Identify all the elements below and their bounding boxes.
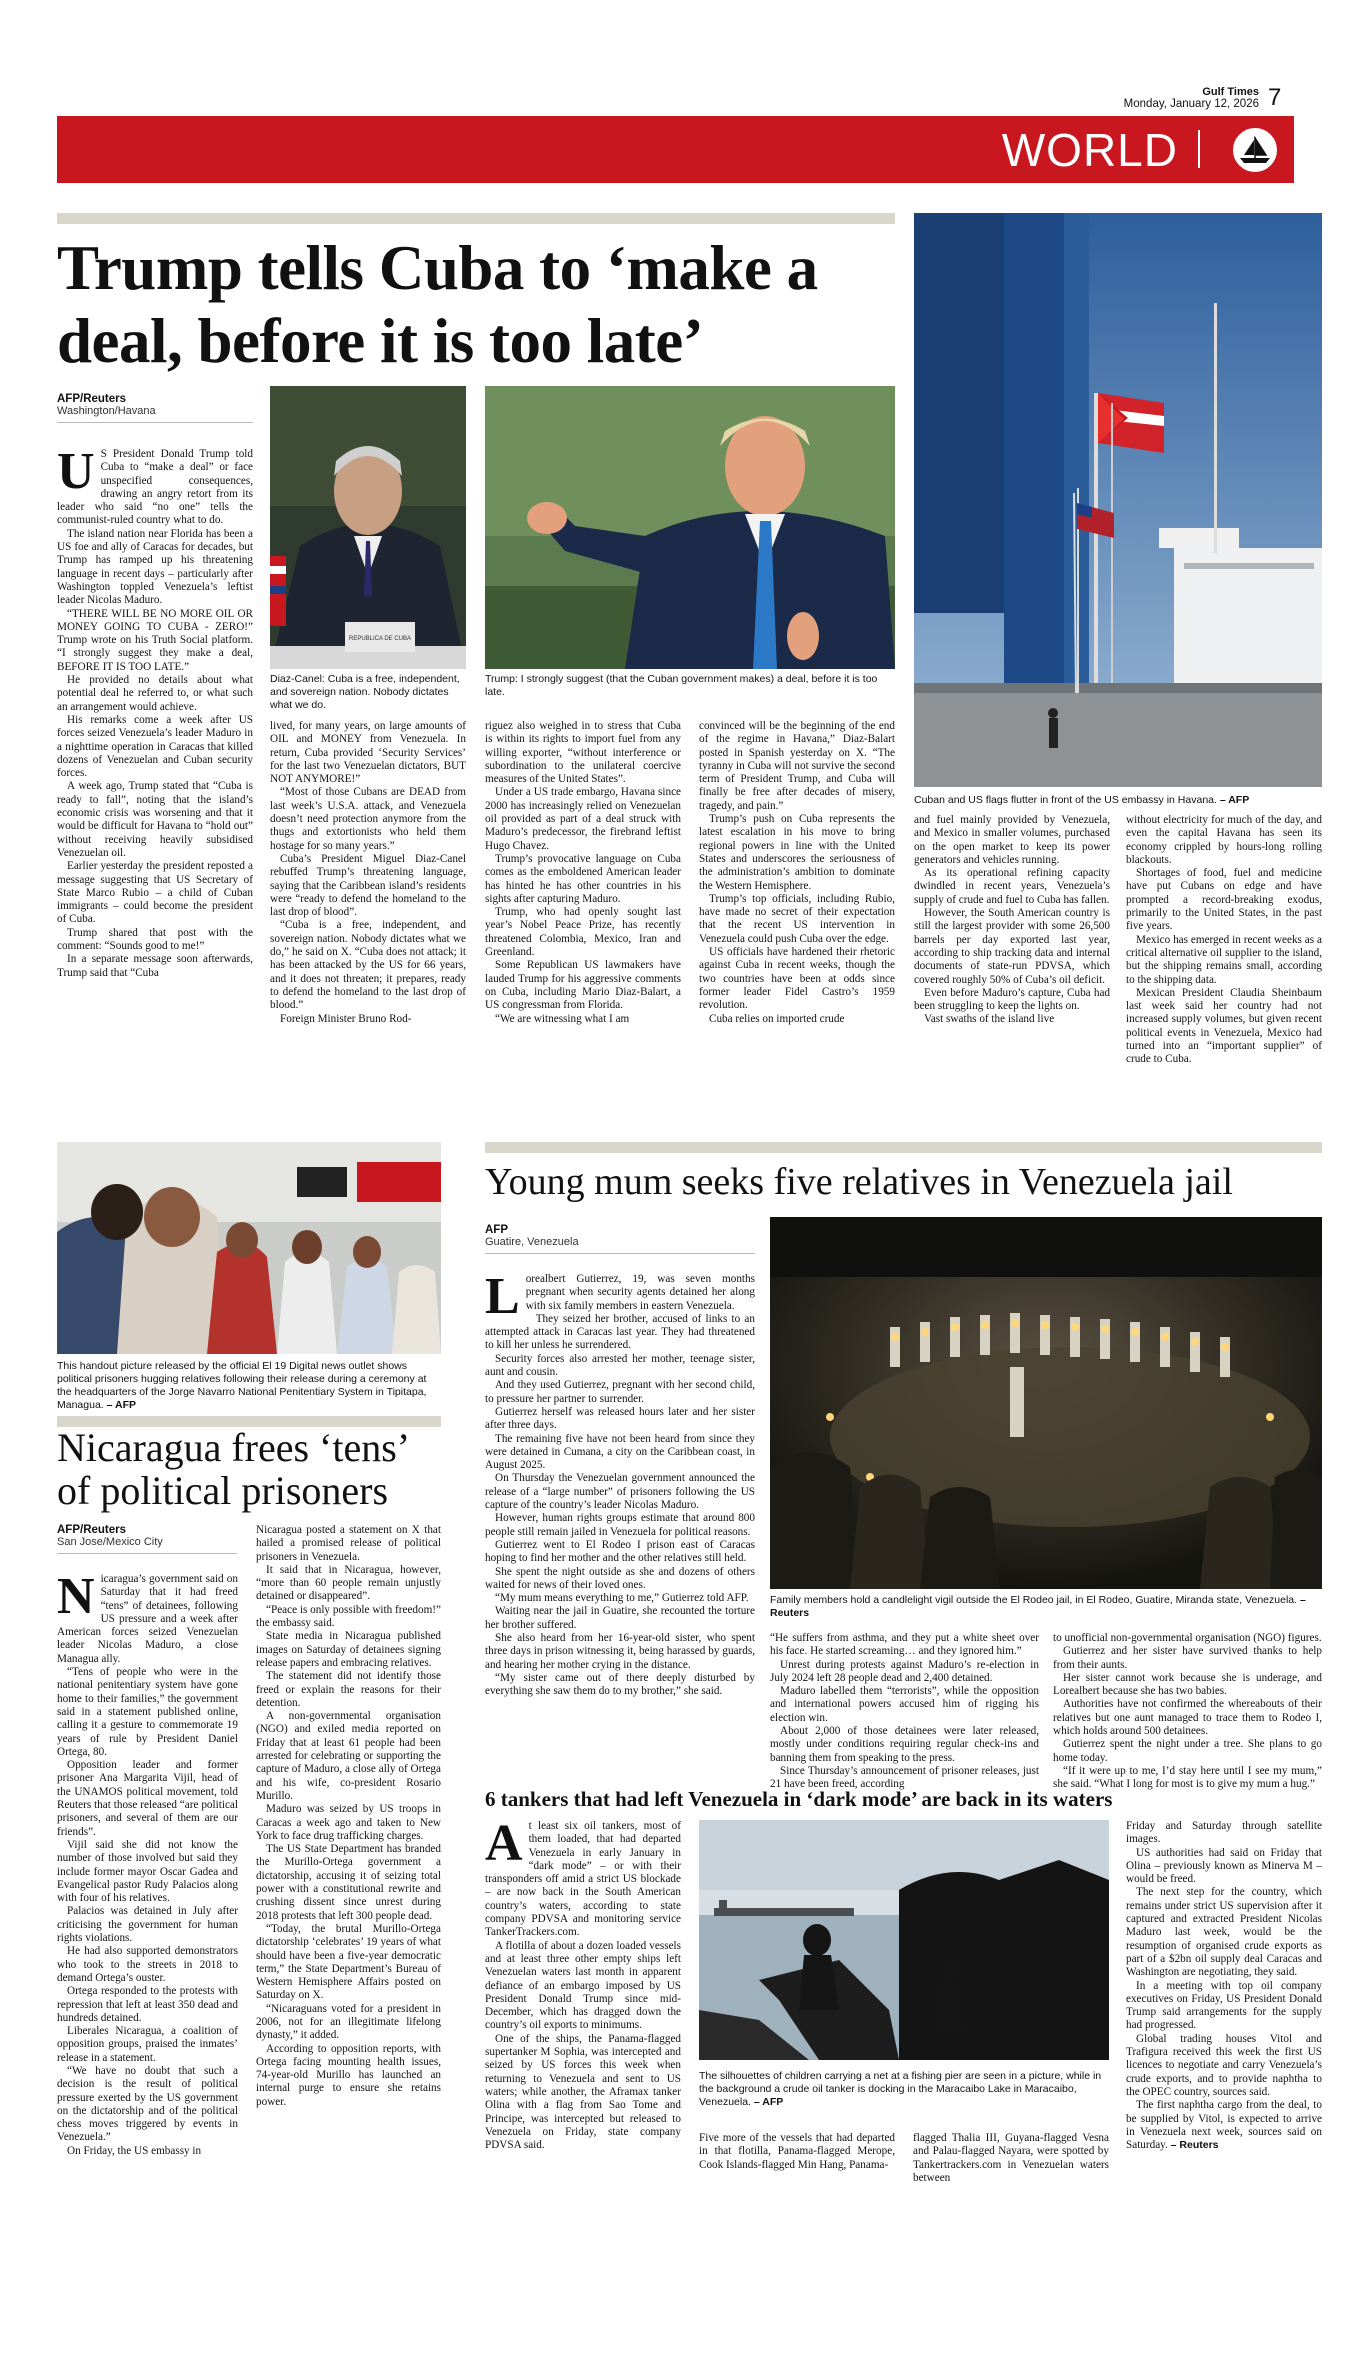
paragraph: Her sister cannot work because she is underage, and Lorealbert because she has two babies. — [1053, 1671, 1322, 1698]
paragraph: “My mum means everything to me,” Gutierrez told AFP. — [495, 1592, 749, 1605]
paragraph: US authorities had said on Friday that Olina – previously known as Minerva M – would be freed. — [1126, 1846, 1322, 1886]
paragraph: Trump shared that post with the comment: “Sounds good to me!” — [57, 926, 253, 952]
paragraph: Trump’s push on Cuba represents the latest escalation in his move to bring regional powers in line with the United States and underscores the seriousness of the administration’s ambition to dominate the Western Hemisphere. — [699, 813, 895, 892]
trump-photo — [485, 386, 895, 669]
paragraph: Earlier yesterday the president reposted a message suggesting that US Secretary of State Marco Rubio – a child of Cuban immigrants – could become the president of Cuba. — [57, 860, 253, 926]
paragraph: Liberales Nicaragua, a coalition of opposition groups, praised the inmates’ release in a statement. — [57, 2025, 238, 2064]
paragraph: Gutierrez spent the night under a tree. She plans to go home today. — [1053, 1738, 1322, 1764]
paragraph: “We have no doubt that such a decision is the result of political pressure exerted by the US government on the dictatorship and of the political chess moves triggered by events in Venezuela.” — [57, 2064, 238, 2144]
vigil-caption — [770, 1594, 1322, 1620]
paragraph: However, human rights groups estimate that around 800 people still remain jailed in Venezuela for political reasons. — [485, 1512, 755, 1538]
paragraph: Five more of the vessels that had departed in that flotilla, Panama-flagged Merope, Cook Islands-flagged Min Hang, Panama- — [699, 2132, 895, 2171]
paragraph-text: orealbert Gutierrez, 19, was seven months pregnant when security agents detained her along with six family members in eastern Venezuela. — [525, 1273, 755, 1312]
paragraph: One of the ships, the Panama-flagged supertanker M Sophia, was intercepted and seized by US forces this week when returning to Venezuela and sent to US waters; while another, the Aframax tanker Olina with a flag from Sao Tome and Principe, was intercepted but released to Venezuela on Friday, state company PDVSA said. — [485, 2032, 681, 2152]
paragraph: On Thursday the Venezuelan government announced the release of a “large number” of prisoners following the US capture of the country’s leader Nicolas Maduro. — [485, 1472, 755, 1512]
tankers-col-4 — [1126, 1820, 1322, 2152]
paragraph: Maduro labelled them “terrorists”, while the opposition and international powers accused him of rigging his election win. — [770, 1685, 1039, 1724]
paragraph: Trump’s provocative language on Cuba comes as the emboldened American leader has hinted he has other countries in his sights after capturing Maduro. — [485, 852, 681, 905]
paragraph: It said that in Nicaragua, however, “more than 60 people remain unjustly detained or disappeared”. — [256, 1563, 441, 1603]
paragraph: Cuba’s President Miguel Diaz-Canel rebuffed Trump’s threatening language, saying that the Caribbean island’s residents were “ready to defend the homeland to the last drop of blood”. — [270, 852, 466, 919]
nicaragua-byline — [57, 1524, 237, 1554]
main-col-3 — [485, 720, 681, 1026]
paragraph: Global trading houses Vitol and Trafigura received this week the first US licences to negotiate and carry Venezuela’s crude exports, and to provide naphtha to the OPEC country, sources said. — [1126, 2032, 1322, 2098]
drop-cap: N — [57, 1568, 95, 1625]
drop-cap: A — [485, 1815, 523, 1872]
paragraph-text: S President Donald Trump told Cuba to “make a deal” or face unspecified consequences, drawing an angry retort from its leader who said “no one” tells the communist-ruled country what to do. — [57, 448, 253, 527]
paragraph — [57, 1568, 238, 1666]
tanker-caption-credit: – AFP — [753, 2096, 784, 2108]
paragraph: “Tens of people who were in the national penitentiary system have gone home to their families,” the government said in a statement published online, calling it a gesture to commemorate 19 years of rule by President Daniel Ortega, 80. — [57, 1666, 238, 1758]
paragraph: Gutierrez went to El Rodeo I prison east of Caracas hoping to find her mother and the other relatives still held. — [485, 1538, 755, 1565]
paragraph: Palacios was detained in July after criticising the government for human rights violations. — [57, 1905, 238, 1945]
tanker-caption — [699, 2070, 1109, 2109]
dhow-logo-icon — [1230, 125, 1280, 175]
paragraph: Trump’s top officials, including Rubio, have made no secret of their expectation that the recent US intervention in Venezuela could push Cuba over the edge. — [699, 892, 895, 945]
main-col-1 — [57, 443, 253, 980]
nicaragua-caption-credit: – AFP — [106, 1399, 136, 1411]
paragraph: A flotilla of about a dozen loaded vessels and at least three other empty ships left Venezuelan waters last month in apparent defiance of an embargo imposed by US President Donald Trump since mid-December, which has dragged down the country’s oil exports to minimums. — [485, 1939, 681, 2032]
nicaragua-col-2 — [256, 1524, 441, 2109]
embassy-caption-credit: – AFP — [1219, 794, 1250, 806]
page-number: 7 — [1268, 84, 1282, 111]
paragraph: flagged Thalia III, Guyana-flagged Vesna and Palau-flagged Nayara, were spotted by Tankertrackers.com in Venezuelan waters between — [913, 2132, 1109, 2184]
paragraph: “If it were up to me, I’d stay here until I see my mum,” she said. “What I long for most is to give my mum a hug.” — [1053, 1764, 1322, 1791]
paragraph: On Friday, the US embassy in — [67, 2144, 202, 2157]
paragraph — [1126, 2099, 1322, 2152]
paragraph — [57, 443, 253, 528]
tankers-col-2 — [699, 2132, 895, 2172]
paragraph: and fuel mainly provided by Venezuela, and Mexico in smaller volumes, purchased on the open market to keep its power generators and vehicles running. — [914, 814, 1110, 866]
vigil-caption-credit: – Reuters — [770, 1594, 1306, 1619]
drop-cap: U — [57, 443, 95, 500]
paragraph: Friday and Saturday through satellite images. — [1126, 1820, 1322, 1846]
paragraph: About 2,000 of those detainees were later released, mostly under conditions requiring regular check-ins and banning them from speaking to the press. — [770, 1725, 1039, 1764]
byline-rule — [485, 1253, 755, 1254]
section-banner — [57, 116, 1294, 183]
paragraph: without electricity for much of the day, and even the capital Havana has seen its economy crippled by hours-long rolling blackouts. — [1126, 814, 1322, 866]
nicaragua-photo — [57, 1142, 441, 1354]
paragraph: “Peace is only possible with freedom!” the embassy said. — [256, 1603, 441, 1630]
paragraph: They seized her brother, accused of links to an attempted attack in Caracas last year. They had threatened to kill her unless he surrendered. — [485, 1312, 755, 1352]
paragraph: Cuba relies on imported crude — [709, 1012, 845, 1025]
paragraph: Unrest during protests against Maduro’s re-election in July 2024 left 28 people dead and 2,400 detained. — [770, 1658, 1039, 1684]
paragraph: to unofficial non-governmental organisation (NGO) figures. — [1053, 1632, 1322, 1644]
paragraph: Security forces also arrested her mother, teenage sister, aunt and cousin. — [485, 1352, 755, 1379]
mum-col-2 — [770, 1632, 1039, 1792]
paragraph: A week ago, Trump stated that “Cuba is ready to fall”, noting that the island’s economic crisis was worsening and that it would be difficult for Havana to “hold out” without receiving heavily subsidised Venezuelan oil. — [57, 780, 253, 859]
drop-cap: L — [485, 1268, 520, 1325]
paragraph: Some Republican US lawmakers have lauded Trump for his aggressive comments on Cuba, including Mario Diaz-Balart, a US congressman from Florida. — [485, 959, 681, 1012]
vigil-photo — [770, 1217, 1322, 1589]
banner-divider — [1198, 130, 1200, 168]
paragraph: “My sister came out of there deeply disturbed by everything she saw them do to my brother,” she said. — [485, 1671, 755, 1698]
paragraph: riguez also weighed in to stress that Cuba is within its rights to import fuel from any willing exporter, “without interference or subordination to the unilateral coercive measures of the United States”. — [485, 720, 681, 786]
paragraph-text: t least six oil tankers, most of them loaded, that had departed Venezuela in early January in “dark mode” – or with their transponders off amid a strict US blockade – are now back in the South American country’s waters, according to state company PDVSA and monitoring service TankerTrackers.com. — [485, 1820, 681, 1939]
paragraph: US officials have hardened their rhetoric against Cuba in recent weeks, though the two countries have been at odds since former leader Fidel Castro’s 1959 revolution. — [699, 946, 895, 1012]
paragraph: Gutierrez and her sister have survived thanks to help from their aunts. — [1053, 1645, 1322, 1671]
paragraph: She spent the night outside as she and dozens of others waited for news of their loved ones. — [485, 1565, 755, 1591]
placard-text: REPUBLICA DE CUBA — [348, 636, 412, 642]
nicaragua-photo-caption — [57, 1360, 441, 1412]
trump-caption: Trump: I strongly suggest (that the Cuban government makes) a deal, before it is too late. — [485, 673, 878, 698]
nicaragua-byline-source: AFP/Reuters — [57, 1524, 127, 1536]
main-byline-location: Washington/Havana — [57, 405, 156, 417]
paragraph: According to opposition reports, with Ortega facing mounting health issues, 74-year-old Murillo has launched an internal purge to ensure she retains power. — [256, 2042, 441, 2108]
embassy-photo — [914, 213, 1322, 787]
paragraph: Shortages of food, fuel and medicine have put Cubans on edge and have prompted a record-breaking exodus, primarily to the United States, in the past five years. — [1126, 867, 1322, 933]
paragraph: Ortega responded to the protests with repression that left at least 350 dead and hundreds detained. — [57, 1985, 238, 2024]
embassy-caption-text: Cuban and US flags flutter in front of the US embassy in Havana. — [914, 794, 1217, 806]
mum-headline: Young mum seeks five relatives in Venezuela jail — [485, 1161, 1233, 1203]
paragraph: “THERE WILL BE NO MORE OIL OR MONEY GOING TO CUBA - ZERO!” Trump wrote on his Truth Social platform. “I strongly suggest they make a deal, BEFORE IT IS TOO LATE.” — [57, 607, 253, 673]
paragraph-text: icaragua’s government said on Saturday that it had freed “tens” of detainees, following US pressure and a week after American forces seized Venezuelan leader Nicolas Maduro, a close Managua ally. — [57, 1573, 238, 1665]
paragraph: As its operational refining capacity dwindled in recent years, Venezuela’s supply of crude and fuel to Cuba has fallen. — [914, 867, 1110, 906]
section-title: WORLD — [1001, 124, 1178, 176]
mum-byline-location: Guatire, Venezuela — [485, 1236, 579, 1248]
paragraph: And they used Gutierrez, pregnant with her second child, to pressure her partner to surrender. — [485, 1379, 755, 1405]
paragraph: His remarks come a week after US forces seized Venezuela’s leader Maduro in a nighttime operation in Caracas that killed dozens of Venezuelan and Cuban security forces. — [57, 713, 253, 780]
paragraph: Nicaragua posted a statement on X that hailed a promised release of political prisoners in Venezuela. — [256, 1524, 441, 1563]
main-col-6 — [1126, 814, 1322, 1067]
paragraph: Even before Maduro’s capture, Cuba had been struggling to keep the lights on. — [914, 986, 1110, 1013]
tankers-headline: 6 tankers that had left Venezuela in ‘dark mode’ are back in its waters — [485, 1787, 1113, 1811]
paragraph-text: The first naphtha cargo from the deal, to be supplied by Vitol, is expected to arrive in Venezuela next week, sources said on Saturday. — [1126, 2099, 1322, 2152]
tankers-col-3 — [913, 2132, 1109, 2185]
paragraph: lived, for many years, on large amounts of OIL and MONEY from Venezuela. In return, Cuba provided ‘Security Services’ for the last two Venezuelan dictators, BUT NOT ANYMORE!” — [270, 720, 466, 786]
nicaragua-caption-text: This handout picture released by the official El 19 Digital news outlet shows political prisoners hugging relatives following their release during a ceremony at the headquarters of the Jorge Navarro National Penitentiary System in Tipitapa, Managua. — [57, 1360, 427, 1411]
paragraph: “Today, the brutal Murillo-Ortega dictatorship ‘celebrates’ 19 years of what should have been a five-year democratic term,” the State Department’s Bureau of Western Hemisphere Affairs posted on Saturday on X. — [256, 1922, 441, 2002]
paragraph: Vast swaths of the island live — [924, 1013, 1055, 1026]
mum-col-3 — [1053, 1632, 1322, 1792]
paragraph: “Nicaraguans voted for a president in 2006, not for an illegitimate lifelong dynasty,” it added. — [256, 2002, 441, 2042]
paragraph: The remaining five have not been heard from since they were detained in Cumana, a city on the Caribbean coast, in August 2025. — [485, 1432, 755, 1472]
paragraph: “He suffers from asthma, and they put a white sheet over his face. He started screaming… and they ignored him.” — [770, 1632, 1039, 1658]
paragraph: “Most of those Cubans are DEAD from last week’s U.S.A. attack, and Venezuela doesn’t need protection anymore from the thugs and extortionists who held them hostage for so many years.” — [270, 786, 466, 852]
paragraph: In a separate message soon afterwards, Trump said that “Cuba — [57, 953, 253, 979]
paper-name: Gulf Times — [1202, 86, 1259, 98]
paragraph: “We are witnessing what I am — [495, 1012, 630, 1025]
paragraph: Authorities have not confirmed the whereabouts of their relatives but one aunt managed to trace them to Rodeo I, which holds around 500 detainees. — [1053, 1698, 1322, 1738]
paragraph: However, the South American country is still the largest provider with some 26,500 barrels per day exported last year, according to ship tracking data and internal documents of state-run PDVSA, which covered roughly 50% of Cuba’s oil deficit. — [914, 907, 1110, 986]
paragraph: Mexico has emerged in recent weeks as a critical alternative oil supplier to the island, but the shipping remains small, according to the shipping data. — [1126, 933, 1322, 986]
paragraph: The US State Department has branded the Murillo-Ortega government a dictatorship, accusing it of seizing total power with a constitutional rewrite and crushing dissent since unrest during 2018 protests that left 300 people dead. — [256, 1843, 441, 1922]
diazcanel-caption: Diaz-Canel: Cuba is a free, independent, and sovereign nation. Nobody dictates what we do. — [270, 673, 460, 711]
mum-byline-source: AFP — [485, 1224, 508, 1236]
nicaragua-headline: Nicaragua frees ‘tens’ of political prisoners — [57, 1425, 408, 1513]
paragraph: The island nation near Florida has been a US foe and ally of Caracas for decades, but Trump has ramped up his threatening language in recent days – particularly after Washington toppled Venezuela’s leftist leader Nicolas Maduro. — [57, 527, 253, 607]
paragraph: In a meeting with top oil company executives on Friday, US President Donald Trump said arrangements for the supply had progressed. — [1126, 1979, 1322, 2032]
embassy-caption — [914, 794, 1322, 807]
paragraph: The next step for the country, which remains under strict US supervision after it captured and extracted President Nicolas Maduro last week, would be the resumption of organised crude exports as part of a $2bn oil supply deal Caracas and Washington are negotiating, they said. — [1126, 1886, 1322, 1979]
main-byline — [57, 393, 253, 423]
paragraph: Under a US trade embargo, Havana since 2000 has increasingly relied on Venezuelan oil provided as part of a deal struck with Maduro’s predecessor, the firebrand leftist Hugo Chavez. — [485, 786, 681, 852]
byline-rule — [57, 422, 253, 423]
paragraph: Trump, who had openly sought last year’s Nobel Peace Prize, has recently threatened Colombia, Mexico, Iran and Greenland. — [485, 906, 681, 959]
vigil-caption-text: Family members hold a candlelight vigil outside the El Rodeo jail, in El Rodeo, Guatire, Miranda state, Venezuela. — [770, 1594, 1298, 1606]
paragraph: Foreign Minister Bruno Rod- — [280, 1012, 412, 1025]
main-headline: Trump tells Cuba to ‘make a deal, before it is too late’ — [57, 233, 818, 376]
paragraph — [485, 1815, 681, 1940]
main-col-2 — [270, 720, 466, 1026]
paragraph: The statement did not identify those freed or explain the reasons for their detention. — [256, 1670, 441, 1709]
tanker-caption-text: The silhouettes of children carrying a net at a fishing pier are seen in a picture, while in the background a crude oil tanker is docking in the Maracaibo Lake in Maracaibo, Venezuela. — [699, 2070, 1102, 2108]
paragraph: He provided no details about what potential deal he referred to, or what such an arrangement would achieve. — [57, 674, 253, 713]
mum-rule — [485, 1142, 1322, 1153]
paragraph — [485, 1268, 755, 1325]
paragraph: Mexican President Claudia Sheinbaum last week said her country had not increased supply volumes, but given recent political events in Venezuela, Mexico had turned into an “important supplier” of crude to Cuba. — [1126, 986, 1322, 1066]
mum-col-1 — [485, 1268, 755, 1699]
nicaragua-byline-location: San Jose/Mexico City — [57, 1536, 163, 1548]
paragraph: Maduro was seized by US troops in Caracas a week ago and taken to New York to face drug trafficking charges. — [256, 1803, 441, 1842]
diazcanel-photo — [270, 386, 466, 669]
issue-date: Monday, January 12, 2026 — [1123, 98, 1259, 110]
paragraph: “Cuba is a free, independent, and sovereign nation. Nobody dictates what we do,” he said on X. “Cuba does not attack; it has been attacked by the US for 66 years, and it does not threaten; it prepares, ready to defend the homeland to the last drop of blood.” — [270, 919, 466, 1012]
headline-rule — [57, 213, 895, 224]
main-byline-source: AFP/Reuters — [57, 393, 127, 405]
paragraph: Vijil said she did not know the number of those involved but said they include former mayor Oscar Gadea and Evangelical pastor Rudy Palacios along with four of his relatives. — [57, 1838, 238, 1905]
byline-rule — [57, 1553, 237, 1554]
tanker-photo — [699, 1820, 1109, 2060]
main-col-5 — [914, 814, 1110, 1027]
paragraph: Gutierrez herself was released hours later and her sister after three days. — [485, 1405, 755, 1432]
main-col-4 — [699, 720, 895, 1026]
mum-byline — [485, 1224, 755, 1254]
paragraph: Since Thursday’s announcement of prisoner releases, just 21 have been freed, according — [770, 1764, 1039, 1791]
tankers-credit: – Reuters — [1170, 2139, 1219, 2152]
tankers-col-1 — [485, 1815, 681, 2152]
paragraph: He had also supported demonstrators who took to the streets in 2018 to demand Ortega’s ouster. — [57, 1945, 238, 1984]
paragraph: convinced will be the beginning of the end of the regime in Havana,” Diaz-Balart posted in Spanish yesterday on X. “The tyranny in Cuba will not survive the second term of President Trump, and Cuba will finally be free after decades of misery, tragedy, and pain.” — [699, 720, 895, 812]
paragraph: A non-governmental organisation (NGO) and exiled media reported on Friday that at least 61 people had been arrested for celebrating or supporting the capture of Maduro, a close ally of Ortega and his wife, co-president Rosario Murillo. — [256, 1710, 441, 1802]
paragraph: State media in Nicaragua published images on Saturday of detainees signing release papers and embracing relatives. — [256, 1630, 441, 1669]
paragraph: She also heard from her 16-year-old sister, who spent three days in prison witnessing it, being harassed by guards, and hearing her mother crying in the distance. — [485, 1632, 755, 1671]
nicaragua-col-1 — [57, 1568, 238, 2158]
paragraph: Opposition leader and former prisoner Ana Margarita Vijil, head of the UNAMOS political movement, told Reuters that those released “are political prisoners, and several of them are our friends”. — [57, 1759, 238, 1838]
paragraph: Waiting near the jail in Guatire, she recounted the torture her brother suffered. — [485, 1605, 755, 1631]
